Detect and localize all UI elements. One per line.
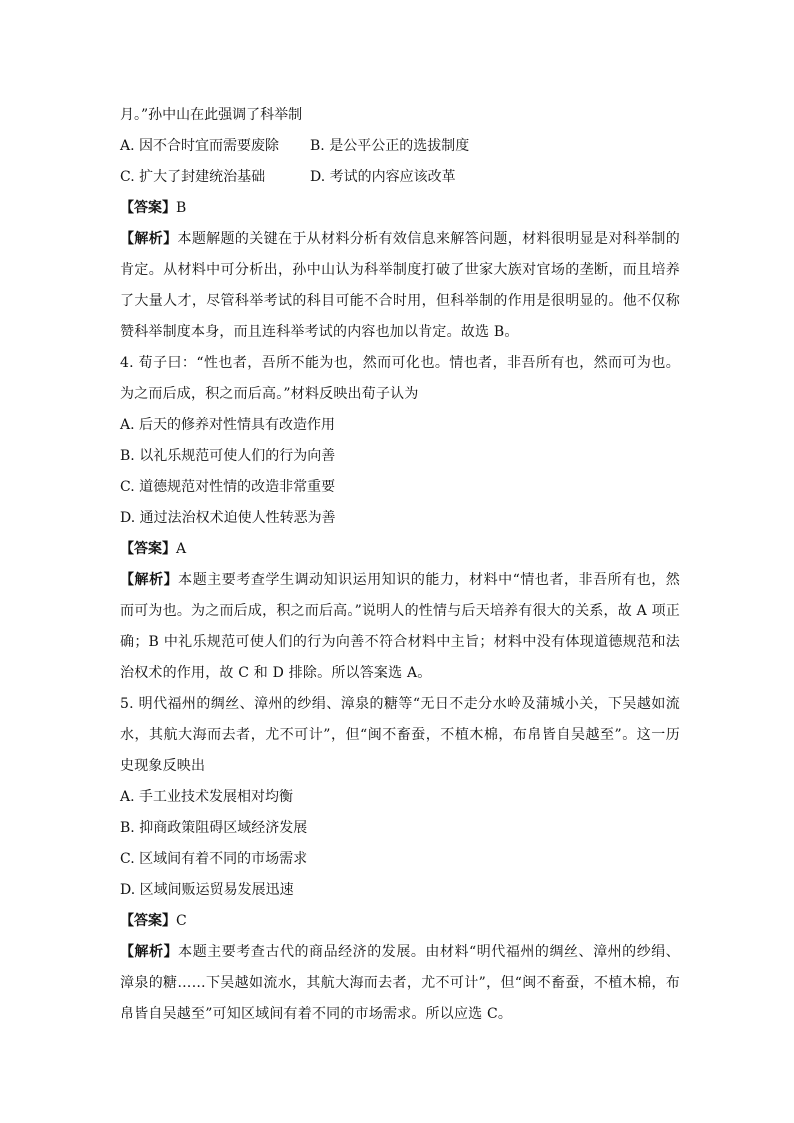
answer-tag: 【答案】 xyxy=(120,200,176,216)
document-content xyxy=(120,100,680,1030)
analysis-text: 本题解题的关键在于从材料分析有效信息来解答问题，材料很明显是对科举制的肯定。从材料中可分析出，孙中山认为科举制度打破了世家大族对官场的垄断，而且培养了大量人才，尽管科举考试的科目可能不合时用，但科举制的作用是很明显的。他不仅称赞科举制度本身，而且连科举考试的内容也加以肯定。故选 B。 xyxy=(120,231,680,340)
question-5-stem: 5. 明代福州的绸丝、漳州的纱绢、漳泉的糖等“无日不走分水岭及蒲城小关，下吴越如流水，其航大海而去者，尤不可计”，但“闽不畜蚕，不植木棉，布帛皆自吴越至”。这一历史现象反映出 xyxy=(120,696,680,774)
question-3-analysis xyxy=(120,224,680,348)
answer-value: C xyxy=(176,913,187,929)
question-4-option-c: C. 道德规范对性情的改造非常重要 xyxy=(120,479,336,495)
question-4-analysis xyxy=(120,565,680,689)
question-3-options-row-2 xyxy=(120,162,680,193)
analysis-tag: 【解析】 xyxy=(120,572,179,588)
question-4-option-a: A. 后天的修养对性情具有改造作用 xyxy=(120,417,336,433)
question-5-analysis xyxy=(120,937,680,1030)
question-5-option-b: B. 抑商政策阻碍区域经济发展 xyxy=(120,820,308,836)
question-3-option-b: B. 是公平公正的选拔制度 xyxy=(310,138,470,154)
answer-value: B xyxy=(176,200,187,216)
question-3-option-a: A. 因不合时宜而需要废除 xyxy=(120,138,280,154)
question-5-answer xyxy=(120,906,680,937)
analysis-tag: 【解析】 xyxy=(120,231,178,247)
analysis-text: 本题主要考查学生调动知识运用知识的能力，材料中“情也者，非吾所有也，然而可为也。为之而后成，积之而后高。”说明人的性情与后天培养有很大的关系，故 A 项正确；B 中礼乐规范可使人们的行为向善不符合材料中主旨；材料中没有体现道德规范和法治权术的作用，故 C 和 D 排除。所以答案选 A。 xyxy=(120,572,680,681)
analysis-text: 本题主要考查古代的商品经济的发展。由材料“明代福州的绸丝、漳州的纱绢、漳泉的糖……下吴越如流水，其航大海而去者，尤不可计”，但“闽不畜蚕，不植木棉，布帛皆自吴越至”可知区域间有着不同的市场需求。所以应选 C。 xyxy=(120,944,680,1022)
question-4-option-d: D. 通过法治权术迫使人性转恶为善 xyxy=(120,510,336,526)
question-5-option-a: A. 手工业技术发展相对均衡 xyxy=(120,789,294,805)
question-5-option-d: D. 区域间贩运贸易发展迅速 xyxy=(120,882,294,898)
question-3-option-d: D. 考试的内容应该改革 xyxy=(310,169,456,185)
question-4-option-b: B. 以礼乐规范可使人们的行为向善 xyxy=(120,448,336,464)
question-3-options-row-1 xyxy=(120,131,680,162)
question-4-answer xyxy=(120,534,680,565)
question-3-answer xyxy=(120,193,680,224)
question-3-stem-tail: 月。”孙中山在此强调了科举制 xyxy=(120,107,303,123)
answer-tag: 【答案】 xyxy=(120,913,176,929)
question-3-option-c: C. 扩大了封建统治基础 xyxy=(120,169,266,185)
analysis-tag: 【解析】 xyxy=(120,944,179,960)
answer-value: A xyxy=(176,541,187,557)
question-4-stem: 4. 荀子曰：“性也者，吾所不能为也，然而可化也。情也者，非吾所有也，然而可为也。为之而后成，积之而后高。”材料反映出荀子认为 xyxy=(120,355,680,402)
answer-tag: 【答案】 xyxy=(120,541,176,557)
question-5-option-c: C. 区域间有着不同的市场需求 xyxy=(120,851,308,867)
